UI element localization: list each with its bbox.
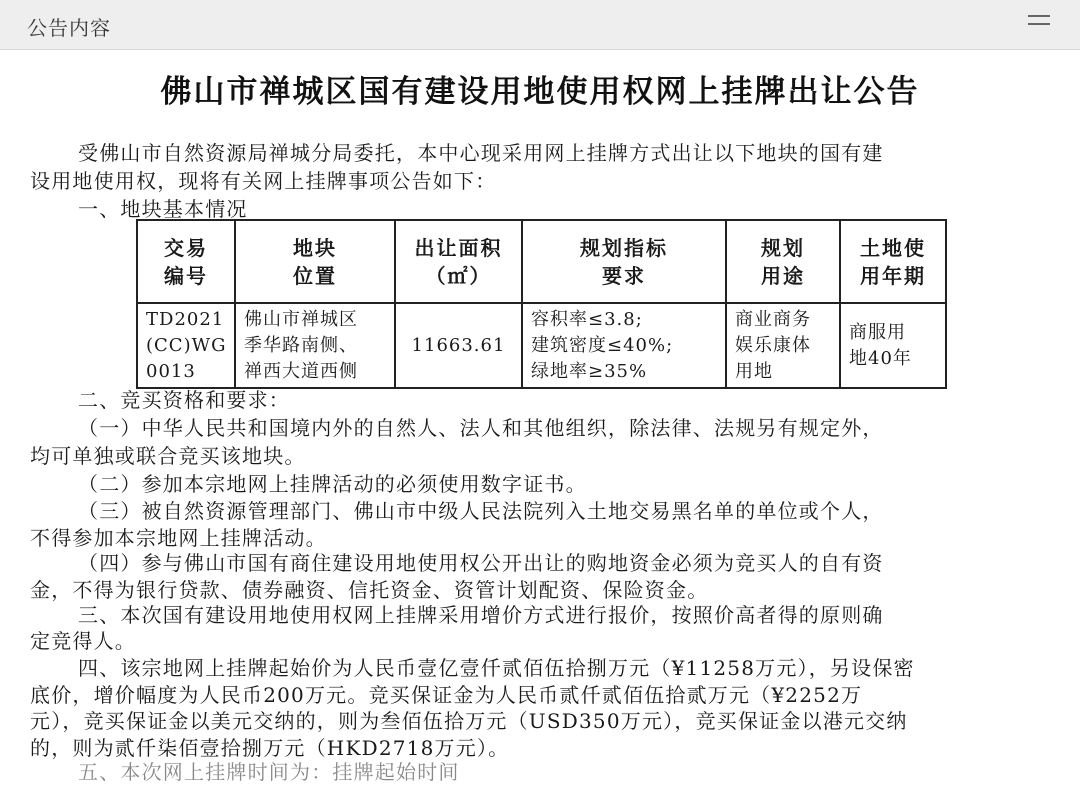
- cell-term: 商服用 地40年: [840, 303, 946, 388]
- paragraph-line: 底价，增价幅度为人民币200万元。竞买保证金为人民币贰仟贰佰伍拾贰万元（¥2252万: [30, 683, 863, 707]
- table-row: [137, 303, 946, 388]
- paragraph-line: 定竞得人。: [30, 629, 136, 653]
- section-heading: 一、地块基本情况: [78, 197, 248, 221]
- paragraph-line: 受佛山市自然资源局禅城分局委托，本中心现采用网上挂牌方式出让以下地块的国有建: [78, 141, 884, 165]
- paragraph-line-cut: 五、本次网上挂牌时间为：挂牌起始时间: [78, 760, 460, 784]
- paragraph-line: 的，则为贰仟柒佰壹拾捌万元（HKD2718万元）。: [30, 736, 510, 760]
- section-heading: 四、该宗地网上挂牌起始价为人民币壹亿壹仟贰佰伍拾捌万元（¥11258万元），另设保密: [78, 656, 915, 680]
- header-term: 土地使 用年期: [840, 220, 946, 303]
- header-indicators: 规划指标 要求: [522, 220, 726, 303]
- panel-title: 公告内容: [27, 16, 111, 40]
- paragraph-line: 均可单独或联合竞买该地块。: [30, 444, 306, 468]
- cell-area: 11663.61: [395, 303, 522, 388]
- paragraph-line: 金，不得为银行贷款、债券融资、信托资金、资管计划配资、保险资金。: [30, 578, 709, 602]
- paragraph-line: （三）被自然资源管理部门、佛山市中级人民法院列入土地交易黑名单的单位或个人，: [78, 499, 884, 523]
- section-heading: 二、竞买资格和要求：: [78, 388, 290, 412]
- paragraph-line: 设用地使用权，现将有关网上挂牌事项公告如下：: [30, 169, 497, 193]
- header-use: 规划 用途: [726, 220, 840, 303]
- hamburger-icon[interactable]: [1028, 15, 1050, 35]
- panel-header: [0, 0, 1080, 50]
- paragraph-line: （四）参与佛山市国有商住建设用地使用权公开出让的购地资金必须为竞买人的自有资: [78, 551, 884, 575]
- cell-trade-code: TD2021 (CC)WG 0013: [137, 303, 235, 388]
- paragraph-line: （一）中华人民共和国境内外的自然人、法人和其他组织，除法律、法规另有规定外，: [78, 416, 884, 440]
- document-title: 佛山市禅城区国有建设用地使用权网上挂牌出让公告: [160, 74, 920, 110]
- paragraph-line: 不得参加本宗地网上挂牌活动。: [30, 526, 327, 550]
- header-location: 地块 位置: [235, 220, 395, 303]
- cell-use: 商业商务 娱乐康体 用地: [726, 303, 840, 388]
- cell-location: 佛山市禅城区 季华路南侧、 禅西大道西侧: [235, 303, 395, 388]
- table-header-row: [137, 220, 946, 303]
- cell-indicators: 容积率≤3.8; 建筑密度≤40%; 绿地率≥35%: [522, 303, 726, 388]
- paragraph-line: （二）参加本宗地网上挂牌活动的必须使用数字证书。: [78, 472, 587, 496]
- parcel-table: [136, 219, 947, 389]
- header-area: 出让面积 （㎡）: [395, 220, 522, 303]
- paragraph-line: 元），竞买保证金以美元交纳的，则为叁佰伍拾万元（USD350万元），竞买保证金以港元交纳: [30, 709, 908, 733]
- header-trade-code: 交易 编号: [137, 220, 235, 303]
- section-heading: 三、本次国有建设用地使用权网上挂牌采用增价方式进行报价，按照价高者得的原则确: [78, 603, 884, 627]
